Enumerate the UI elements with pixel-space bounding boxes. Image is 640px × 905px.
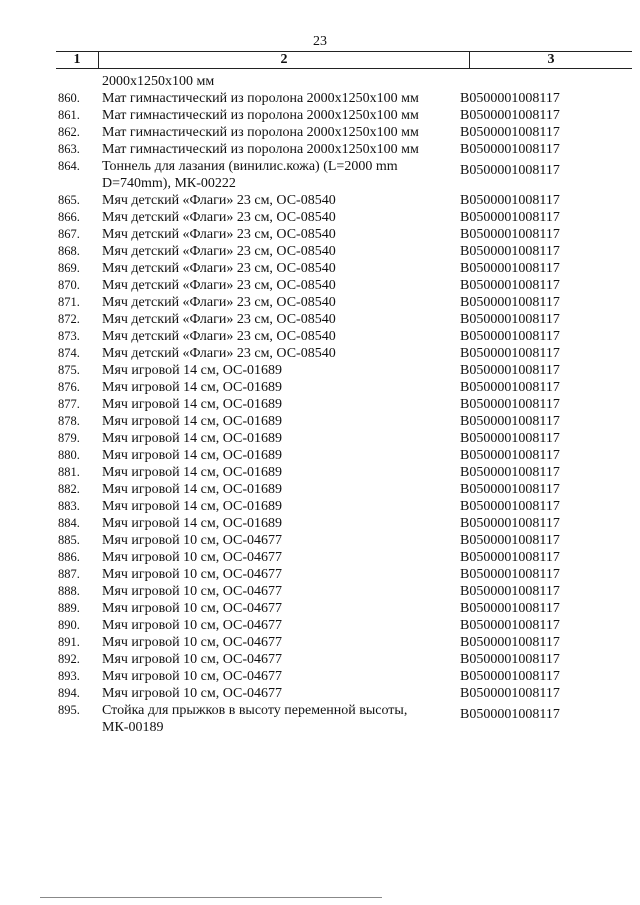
table-row (0, 685, 640, 702)
row-number: 889. (58, 601, 80, 615)
header-col-3: 3 (547, 52, 555, 67)
item-code: B0500001008117 (460, 261, 560, 276)
item-name: Мяч игровой 10 см, ОС-04677 (102, 533, 283, 548)
table-row (0, 328, 640, 345)
row-number: 872. (58, 312, 80, 326)
row-number: 868. (58, 244, 80, 258)
table-row (0, 634, 640, 651)
row-number: 882. (58, 482, 80, 496)
table-row (0, 141, 640, 158)
item-name: Мяч игровой 14 см, ОС-01689 (102, 363, 283, 378)
row-number: 871. (58, 295, 80, 309)
item-code: B0500001008117 (460, 465, 560, 480)
item-code: B0500001008117 (460, 601, 560, 616)
table-row (0, 90, 640, 107)
row-number: 895. (58, 703, 80, 717)
item-code: B0500001008117 (460, 346, 560, 361)
row-number: 862. (58, 125, 80, 139)
item-code: B0500001008117 (460, 499, 560, 514)
item-code: B0500001008117 (460, 550, 560, 565)
item-code: B0500001008117 (460, 652, 560, 667)
header-col-1: 1 (56, 52, 99, 68)
item-name: Мяч игровой 14 см, ОС-01689 (102, 448, 283, 463)
item-code: B0500001008117 (460, 380, 560, 395)
table-row (0, 345, 640, 362)
item-name: Мяч детский «Флаги» 23 см, ОС-08540 (102, 346, 336, 361)
item-name: Мяч игровой 10 см, ОС-04677 (102, 669, 283, 684)
row-number: 861. (58, 108, 80, 122)
item-code: B0500001008117 (460, 448, 560, 463)
item-name: Мяч детский «Флаги» 23 см, ОС-08540 (102, 278, 336, 293)
row-number: 891. (58, 635, 80, 649)
table-row (0, 600, 640, 617)
item-name: Мат гимнастический из поролона 2000x1250x100 мм (102, 108, 419, 123)
row-number: 890. (58, 618, 80, 632)
row-number: 881. (58, 465, 80, 479)
table-row (0, 702, 640, 736)
table-row (0, 464, 640, 481)
item-code: B0500001008117 (460, 295, 560, 310)
item-code: B0500001008117 (460, 125, 560, 140)
row-number: 866. (58, 210, 80, 224)
row-number: 867. (58, 227, 80, 241)
item-name: Мяч игровой 14 см, ОС-01689 (102, 499, 283, 514)
item-code: B0500001008117 (460, 707, 560, 722)
table-row (0, 260, 640, 277)
row-number: 878. (58, 414, 80, 428)
item-name: Мяч детский «Флаги» 23 см, ОС-08540 (102, 193, 336, 208)
item-name: Мат гимнастический из поролона 2000x1250x100 мм (102, 125, 419, 140)
table-body (0, 73, 640, 736)
item-code: B0500001008117 (460, 278, 560, 293)
row-number: 860. (58, 91, 80, 105)
item-code: B0500001008117 (460, 618, 560, 633)
table-row (0, 209, 640, 226)
item-name: Мяч игровой 14 см, ОС-01689 (102, 431, 283, 446)
table-row (0, 277, 640, 294)
item-code: B0500001008117 (460, 584, 560, 599)
table-row (0, 294, 640, 311)
table-row (0, 192, 640, 209)
item-name: Мяч игровой 10 см, ОС-04677 (102, 550, 283, 565)
table-row (0, 447, 640, 464)
item-code: B0500001008117 (460, 193, 560, 208)
row-number: 864. (58, 159, 80, 173)
item-code: B0500001008117 (460, 533, 560, 548)
continuation-row (0, 73, 640, 90)
item-name: Тоннель для лазания (винилис.кожа) (L=2000 mm D=740mm), МК-00222 (102, 159, 398, 191)
item-name: Мяч игровой 10 см, ОС-04677 (102, 601, 283, 616)
continuation-text: 2000x1250x100 мм (102, 74, 215, 89)
table-row (0, 243, 640, 260)
row-number: 886. (58, 550, 80, 564)
row-number: 865. (58, 193, 80, 207)
table-row (0, 430, 640, 447)
table-row (0, 498, 640, 515)
row-number: 893. (58, 669, 80, 683)
item-name: Мяч игровой 14 см, ОС-01689 (102, 516, 283, 531)
table-row (0, 107, 640, 124)
row-number: 894. (58, 686, 80, 700)
item-name: Мяч детский «Флаги» 23 см, ОС-08540 (102, 329, 336, 344)
item-name: Стойка для прыжков в высоту переменной высоты, МК-00189 (102, 703, 408, 735)
row-number: 892. (58, 652, 80, 666)
item-code: B0500001008117 (460, 686, 560, 701)
item-code: B0500001008117 (460, 210, 560, 225)
item-code: B0500001008117 (460, 142, 560, 157)
footer-rule (40, 897, 382, 898)
item-name: Мяч детский «Флаги» 23 см, ОС-08540 (102, 244, 336, 259)
table-row (0, 549, 640, 566)
table-header (56, 51, 632, 69)
item-name: Мяч игровой 14 см, ОС-01689 (102, 380, 283, 395)
table-row (0, 651, 640, 668)
table-row (0, 158, 640, 192)
row-number: 888. (58, 584, 80, 598)
item-name: Мяч игровой 10 см, ОС-04677 (102, 567, 283, 582)
item-name: Мяч игровой 14 см, ОС-01689 (102, 414, 283, 429)
item-code: B0500001008117 (460, 669, 560, 684)
row-number: 876. (58, 380, 80, 394)
row-number: 887. (58, 567, 80, 581)
table-row (0, 617, 640, 634)
table-row (0, 515, 640, 532)
row-number: 870. (58, 278, 80, 292)
item-code: B0500001008117 (460, 363, 560, 378)
row-number: 869. (58, 261, 80, 275)
item-code: B0500001008117 (460, 397, 560, 412)
item-name: Мяч игровой 10 см, ОС-04677 (102, 618, 283, 633)
row-number: 873. (58, 329, 80, 343)
item-name: Мяч детский «Флаги» 23 см, ОС-08540 (102, 295, 336, 310)
row-number: 877. (58, 397, 80, 411)
table-row (0, 311, 640, 328)
row-number: 874. (58, 346, 80, 360)
item-code: B0500001008117 (460, 227, 560, 242)
item-name: Мяч игровой 10 см, ОС-04677 (102, 652, 283, 667)
item-code: B0500001008117 (460, 329, 560, 344)
table-row (0, 566, 640, 583)
table-row (0, 668, 640, 685)
table-row (0, 481, 640, 498)
item-code: B0500001008117 (460, 108, 560, 123)
row-number: 883. (58, 499, 80, 513)
item-code: B0500001008117 (460, 482, 560, 497)
item-code: B0500001008117 (460, 163, 560, 178)
item-code: B0500001008117 (460, 635, 560, 650)
table-row (0, 124, 640, 141)
item-name: Мяч игровой 10 см, ОС-04677 (102, 686, 283, 701)
row-number: 884. (58, 516, 80, 530)
table-row (0, 396, 640, 413)
item-name: Мяч игровой 10 см, ОС-04677 (102, 584, 283, 599)
item-code: B0500001008117 (460, 414, 560, 429)
item-code: B0500001008117 (460, 567, 560, 582)
header-col-2: 2 (99, 52, 470, 68)
item-name: Мяч игровой 14 см, ОС-01689 (102, 465, 283, 480)
row-number: 880. (58, 448, 80, 462)
item-name: Мяч детский «Флаги» 23 см, ОС-08540 (102, 227, 336, 242)
item-name: Мяч детский «Флаги» 23 см, ОС-08540 (102, 210, 336, 225)
table-row (0, 362, 640, 379)
row-number: 875. (58, 363, 80, 377)
item-code: B0500001008117 (460, 312, 560, 327)
row-number: 885. (58, 533, 80, 547)
page-number: 23 (313, 34, 327, 49)
table-row (0, 379, 640, 396)
row-number: 863. (58, 142, 80, 156)
item-code: B0500001008117 (460, 516, 560, 531)
table-row (0, 226, 640, 243)
table-row (0, 583, 640, 600)
item-name: Мяч игровой 10 см, ОС-04677 (102, 635, 283, 650)
table-row (0, 532, 640, 549)
item-name: Мяч игровой 14 см, ОС-01689 (102, 482, 283, 497)
item-code: B0500001008117 (460, 244, 560, 259)
item-name: Мяч детский «Флаги» 23 см, ОС-08540 (102, 261, 336, 276)
item-name: Мяч игровой 14 см, ОС-01689 (102, 397, 283, 412)
row-number: 879. (58, 431, 80, 445)
item-code: B0500001008117 (460, 91, 560, 106)
item-name: Мат гимнастический из поролона 2000x1250x100 мм (102, 91, 419, 106)
item-name: Мат гимнастический из поролона 2000x1250x100 мм (102, 142, 419, 157)
item-name: Мяч детский «Флаги» 23 см, ОС-08540 (102, 312, 336, 327)
item-code: B0500001008117 (460, 431, 560, 446)
table-row (0, 413, 640, 430)
